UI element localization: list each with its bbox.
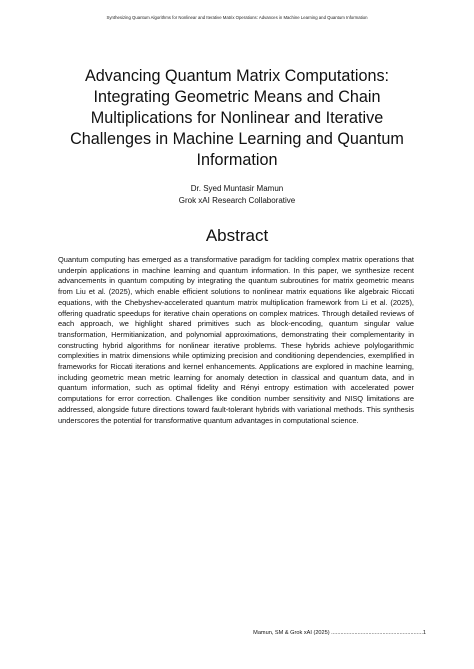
paper-title: Advancing Quantum Matrix Computations: Integrating Geometric Means and Chain Multiplications for Nonlinear and Iterative Challenges in Machine Learning and Quantum Information [70,67,404,169]
author-name: Dr. Syed Muntasir Mamun [190,184,284,193]
abstract-body: Quantum computing has emerged as a transformative paradigm for tackling complex matrix operations that underpin applications in machine learning and quantum information. In this paper, we synthesize recent advancements in quantum computing by integrating the quantum subroutines for matrix geometric means from Liu et al. (2025), which enable efficient solutions to nonlinear matrix equations like algebraic Riccati equations, with the Chebyshev-accelerated quantum matrix multiplication framework from Li et al. (2025), offering quadratic speedups for iterative chain operations on complex matrices. Through detailed reviews of each approach, we highlight shared primitives such as block-encoding, quantum singular value transformation, Hermitianization, and polynomial approximations, demonstrating their complementarity in constructing hybrid algorithms for nonlinear iterative problems. These hybrids achieve polylogarithmic complexities in matrix dimensions while optimizing precision and conditioning dependencies, exemplified in frameworks for Riccati iterations and kernel enhancements. Applications are explored in machine learning, including geometric mean metric learning for anomaly detection in classical and quantum data, and in quantum information, such as optimal fidelity and Rényi entropy estimation with accelerated power computations for error correction. Challenges like condition number sensitivity and NISQ limitations are addressed, alongside future directions toward fault-tolerant hybrids with variational methods. This synthesis underscores the potential for transformative quantum advantages in computational science. [58,255,414,425]
author-affiliation: Grok xAI Research Collaborative [178,196,296,205]
running-header: Synthesizing Quantum Algorithms for Nonlinear and Iterative Matrix Operations: Advances in Machine Learning and Quantum Information [106,15,368,20]
author-block [0,183,474,207]
abstract-heading: Abstract [205,226,269,245]
page-footer: Mamun, SM & Grok xAI (2025) ...........................................................1 [253,630,426,636]
